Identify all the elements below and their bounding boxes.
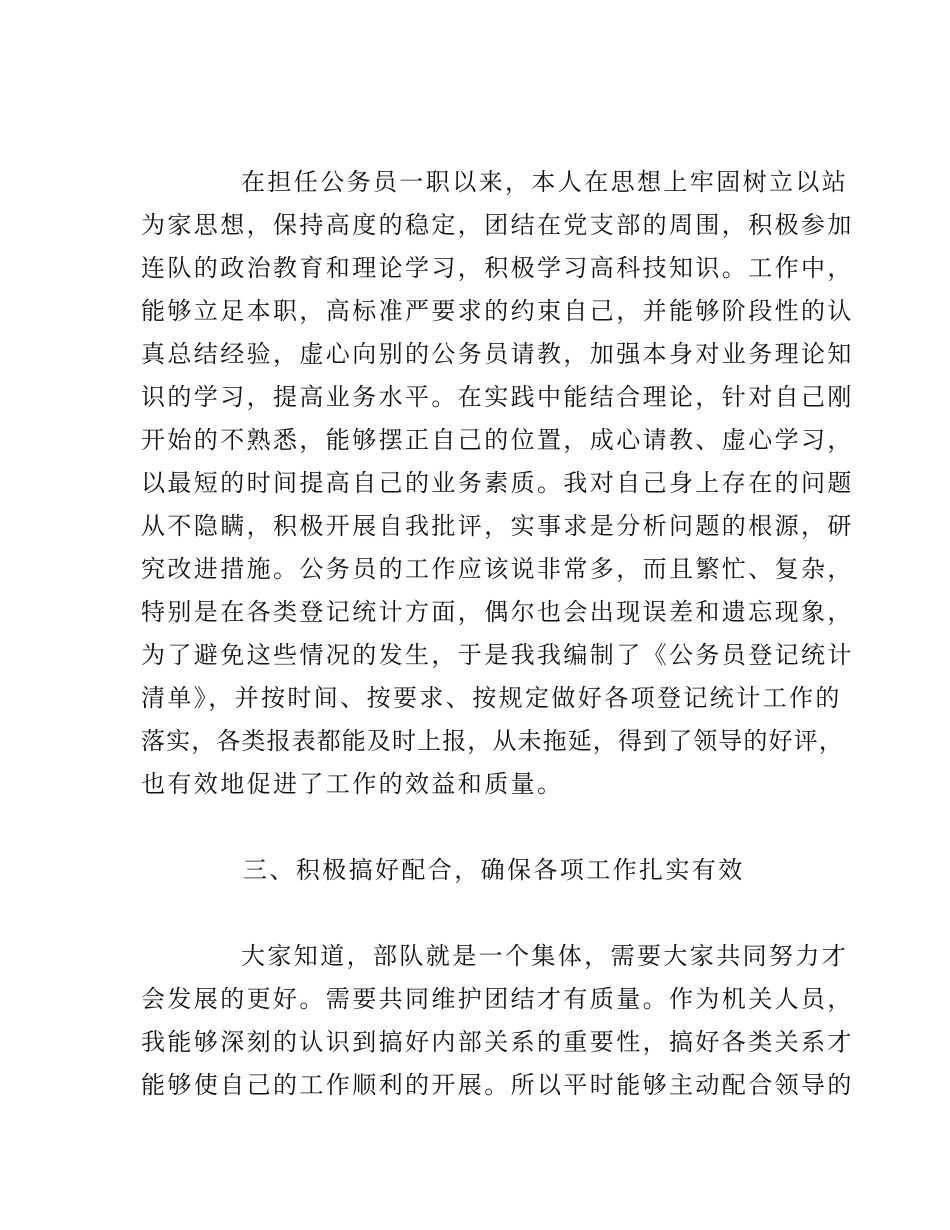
- paragraph-1-line-14: 落实，各类报表都能及时上报，从未拖延，得到了领导的好评，: [141, 727, 844, 755]
- paragraph-1-line-10: 究改进措施。公务员的工作应该说非常多，而且繁忙、复杂，: [141, 555, 854, 583]
- paragraph-1-line-4: 能够立足本职，高标准严要求的约束自己，并能够阶段性的认: [141, 297, 854, 325]
- paragraph-1-line-9: 从不隐瞒，积极开展自我批评，实事求是分析问题的根源，研: [141, 512, 854, 540]
- paragraph-1-line-3: 连队的政治教育和理论学习，积极学习高科技知识。工作中，: [141, 254, 854, 282]
- paragraph-1-line-12: 为了避免这些情况的发生，于是我我编制了《公务员登记统计: [141, 641, 854, 669]
- paragraph-2-line-4: 能够使自己的工作顺利的开展。所以平时能够主动配合领导的: [141, 1071, 854, 1099]
- paragraph-1-line-11: 特别是在各类登记统计方面，偶尔也会出现误差和遗忘现象，: [141, 598, 854, 626]
- paragraph-1-line-2: 为家思想，保持高度的稳定，团结在党支部的周围，积极参加: [141, 211, 854, 239]
- paragraph-1-line-1: 在担任公务员一职以来，本人在思想上牢固树立以站: [241, 168, 849, 196]
- paragraph-1-line-6: 识的学习，提高业务水平。在实践中能结合理论，针对自己刚: [141, 383, 854, 411]
- paragraph-2-line-2: 会发展的更好。需要共同维护团结才有质量。作为机关人员，: [141, 985, 854, 1013]
- paragraph-1-line-13: 清单》，并按时间、按要求、按规定做好各项登记统计工作的: [141, 684, 842, 712]
- paragraph-1-line-5: 真总结经验，虚心向别的公务员请教，加强本身对业务理论知: [141, 340, 854, 368]
- paragraph-1-line-15: 也有效地促进了工作的效益和质量。: [141, 770, 564, 798]
- section-heading: 三、积极搞好配合，确保各项工作扎实有效: [243, 856, 745, 884]
- paragraph-2-line-1: 大家知道，部队就是一个集体，需要大家共同努力才: [241, 942, 849, 970]
- paragraph-2-line-3: 我能够深刻的认识到搞好内部关系的重要性，搞好各类关系才: [141, 1028, 854, 1056]
- paragraph-1-line-8: 以最短的时间提高自己的业务素质。我对自己身上存在的问题: [141, 469, 854, 497]
- paragraph-1-line-7: 开始的不熟悉，能够摆正自己的位置，成心请教、虚心学习，: [141, 426, 854, 454]
